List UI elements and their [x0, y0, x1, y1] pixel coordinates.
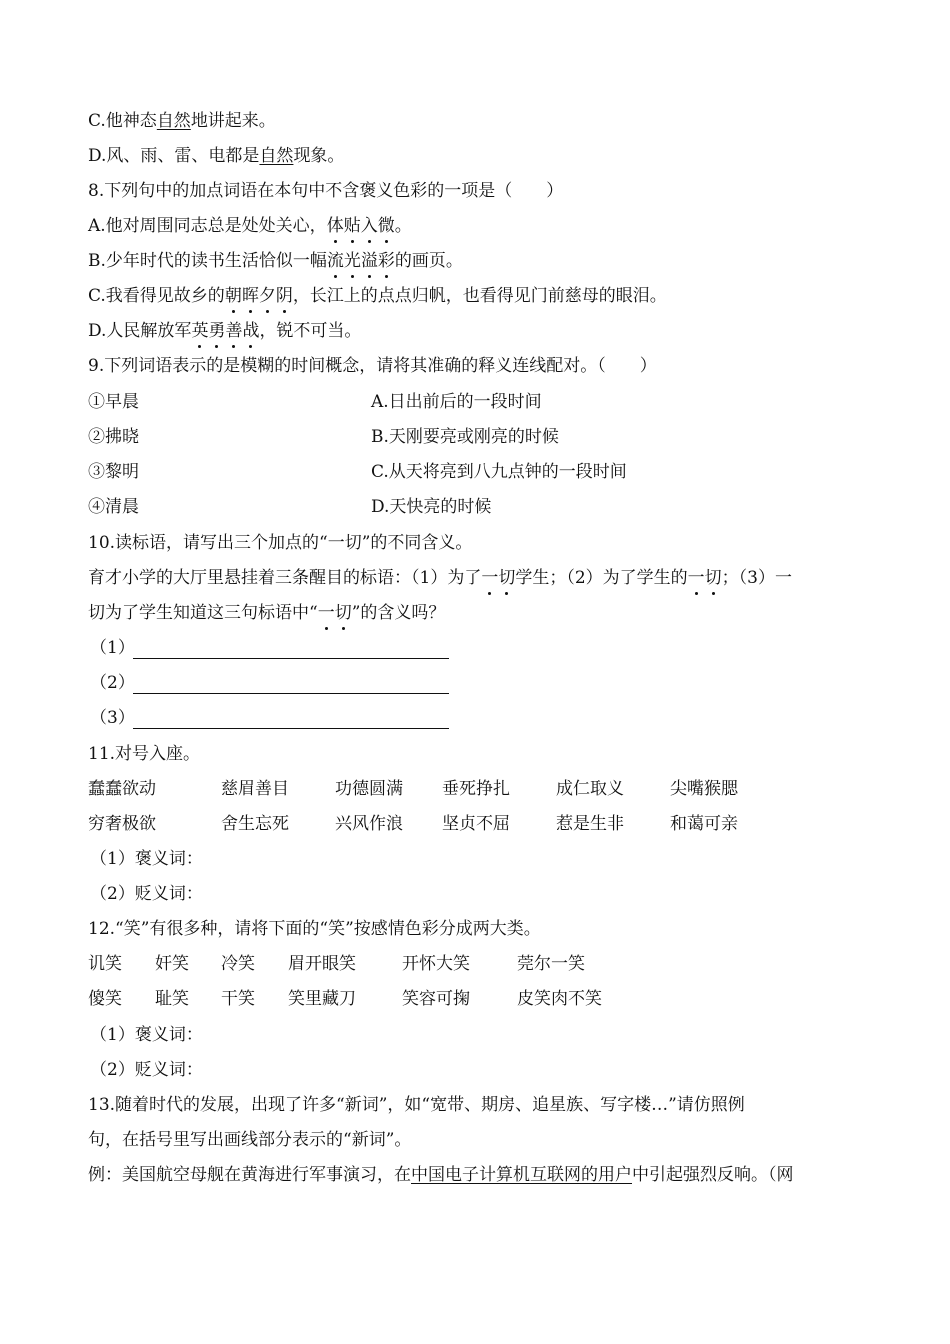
q10-answer-blank-2[interactable] — [133, 693, 449, 694]
q8-stem: 8.下列句中的加点词语在本句中不含褒义色彩的一项是（ ） — [88, 181, 564, 201]
dotted-char: 溢 — [360, 251, 378, 271]
q12-word: 笑容可掬 — [402, 989, 470, 1009]
dotted-char: 入 — [360, 216, 378, 236]
q8-d-text: D.人民解放军 — [88, 321, 192, 341]
q8-option-d — [88, 320, 361, 342]
q13-stem-line-2: 句，在括号里写出画线部分表示的“新词”。 — [88, 1130, 412, 1150]
dotted-char: 夕 — [258, 286, 276, 306]
q12-word: 讥笑 — [88, 954, 122, 974]
q8-b-text: B.少年时代的读书生活恰似一幅 — [88, 251, 327, 271]
q10-slogan-line-2 — [88, 602, 445, 624]
q10-text: ”的含义吗？ — [351, 603, 446, 623]
dotted-char: 彩 — [377, 251, 395, 271]
q12-stem: 12.“笑”有很多种，请将下面的“笑”按感情色彩分成两大类。 — [88, 919, 541, 939]
q12-word: 莞尔一笑 — [517, 954, 585, 974]
q13-example — [88, 1164, 794, 1186]
q9-term: ②拂晓 — [88, 427, 139, 447]
dotted-char: 朝 — [224, 286, 242, 306]
q10-text: 学生；（2）为了学生的 — [515, 568, 688, 588]
q11-answer-positive: （1）褒义词： — [90, 849, 203, 869]
q8-option-a — [88, 215, 412, 237]
q7-d-text: D.风、雨、雷、电都是 — [88, 146, 260, 166]
q11-idiom: 舍生忘死 — [221, 814, 289, 834]
q12-word: 奸笑 — [155, 954, 189, 974]
q11-stem: 11.对号入座。 — [88, 744, 201, 764]
q8-b-text-end: 的画页。 — [394, 251, 463, 271]
dotted-char: 切 — [498, 568, 516, 588]
dotted-char: 光 — [343, 251, 361, 271]
q7-c-text-end: 地讲起来。 — [190, 111, 276, 131]
q11-idiom: 尖嘴猴腮 — [670, 779, 738, 799]
q10-slogan-line-1 — [88, 567, 792, 589]
dotted-char: 一 — [481, 568, 499, 588]
dotted-char: 体 — [326, 216, 344, 236]
q12-word: 冷笑 — [221, 954, 255, 974]
dotted-char: 微 — [377, 216, 395, 236]
dotted-char: 流 — [326, 251, 344, 271]
q12-word: 眉开眼笑 — [288, 954, 356, 974]
q8-a-text: A.他对周围同志总是处处关心， — [88, 216, 327, 236]
q10-stem: 10.读标语，请写出三个加点的“一切”的不同含义。 — [88, 533, 473, 553]
q8-c-text: C.我看得见故乡的 — [88, 286, 225, 306]
q8-d-text-end: ，锐不可当。 — [259, 321, 362, 341]
q10-answer-blank-1[interactable] — [133, 658, 449, 659]
dotted-char: 善 — [225, 321, 243, 341]
q9-term: ③黎明 — [88, 462, 139, 482]
q9-term: ④清晨 — [88, 497, 139, 517]
q10-text: 育才小学的大厅里悬挂着三条醒目的标语：（1）为了 — [88, 568, 482, 588]
q8-c-text-end: ，长江上的点点归帆，也看得见门前慈母的眼泪。 — [292, 286, 667, 306]
dotted-char: 一 — [687, 568, 705, 588]
dotted-char: 英 — [191, 321, 209, 341]
q13-stem-line-1: 13.随着时代的发展，出现了许多“新词”，如“宽带、期房、追星族、写字楼…”请仿照例 — [88, 1095, 745, 1115]
q13-example-text-end: 中引起强烈反响。（网 — [632, 1165, 794, 1185]
dotted-char: 战 — [242, 321, 260, 341]
dotted-char: 阴 — [275, 286, 293, 306]
q12-word: 傻笑 — [88, 989, 122, 1009]
q8-option-b — [88, 250, 463, 272]
dotted-char: 晖 — [241, 286, 259, 306]
q11-idiom: 成仁取义 — [556, 779, 624, 799]
q11-answer-negative: （2）贬义词： — [90, 884, 203, 904]
q7-c-text: C.他神态 — [88, 111, 157, 131]
q11-idiom: 垂死挣扎 — [442, 779, 510, 799]
q7-c-underlined: 自然 — [156, 111, 191, 131]
q9-term: ①早晨 — [88, 392, 139, 412]
q11-idiom: 穷奢极欲 — [88, 814, 156, 834]
q10-answer-label-1: （1） — [90, 638, 135, 658]
q9-stem: 9.下列词语表示的是模糊的时间概念，请将其准确的释义连线配对。（ ） — [88, 356, 657, 376]
q10-text: ；（3）一 — [721, 568, 792, 588]
q10-answer-label-3: （3） — [90, 708, 135, 728]
q9-definition: C.从天将亮到八九点钟的一段时间 — [371, 462, 627, 482]
q11-idiom: 慈眉善目 — [221, 779, 289, 799]
q11-idiom: 蠢蠢欲动 — [88, 779, 156, 799]
q13-example-text: 例：美国航空母舰在黄海进行军事演习，在 — [88, 1165, 411, 1185]
q13-example-underlined: 中国电子计算机互联网的用户 — [411, 1165, 632, 1185]
q12-answer-positive: （1）褒义词： — [90, 1025, 203, 1045]
q10-answer-label-2: （2） — [90, 673, 135, 693]
q12-answer-negative: （2）贬义词： — [90, 1060, 203, 1080]
q7-d-underlined: 自然 — [259, 146, 294, 166]
q11-idiom: 坚贞不屈 — [442, 814, 510, 834]
q9-definition: A.日出前后的一段时间 — [371, 392, 542, 412]
q12-word: 笑里藏刀 — [288, 989, 356, 1009]
q12-word: 干笑 — [221, 989, 255, 1009]
dotted-char: 一 — [317, 603, 335, 623]
dotted-char: 切 — [334, 603, 352, 623]
q11-idiom: 惹是生非 — [556, 814, 624, 834]
q8-option-c — [88, 285, 667, 307]
q12-word: 皮笑肉不笑 — [517, 989, 602, 1009]
dotted-char: 贴 — [343, 216, 361, 236]
q11-idiom: 兴风作浪 — [335, 814, 403, 834]
q8-a-text-end: 。 — [394, 216, 412, 236]
q10-answer-blank-3[interactable] — [133, 728, 449, 729]
q12-word: 耻笑 — [155, 989, 189, 1009]
q11-idiom: 功德圆满 — [335, 779, 403, 799]
q7-d-text-end: 现象。 — [293, 146, 345, 166]
q11-idiom: 和蔼可亲 — [670, 814, 738, 834]
dotted-char: 勇 — [208, 321, 226, 341]
q7-option-d — [88, 145, 344, 167]
q9-definition: D.天快亮的时候 — [371, 497, 492, 517]
q7-option-c — [88, 110, 276, 132]
q10-text: 切为了学生知道这三句标语中“ — [88, 603, 318, 623]
q9-definition: B.天刚要亮或刚亮的时候 — [371, 427, 559, 447]
dotted-char: 切 — [704, 568, 722, 588]
q12-word: 开怀大笑 — [402, 954, 470, 974]
